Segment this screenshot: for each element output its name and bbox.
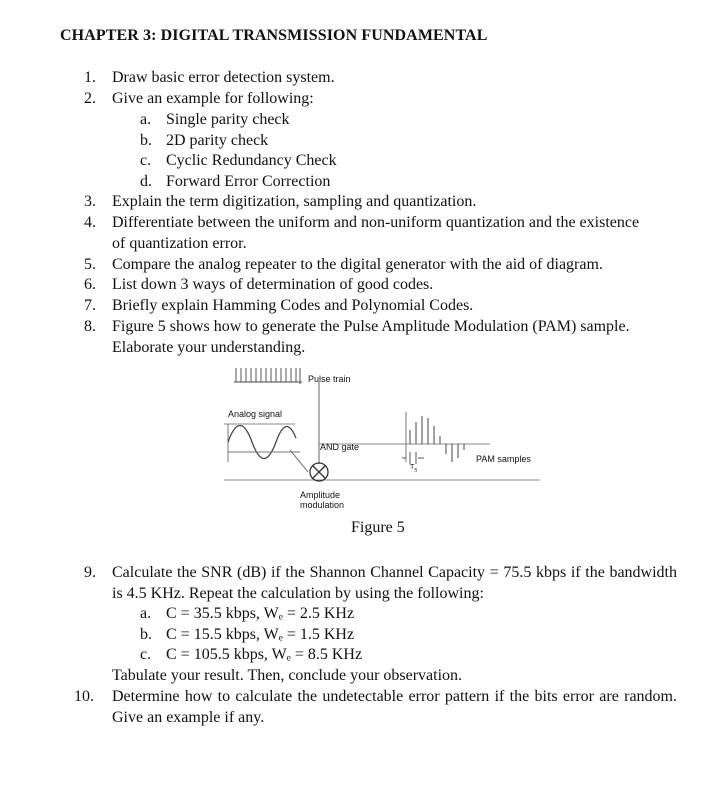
sub-item-letter: a. <box>140 605 152 622</box>
question-number: 4. <box>84 214 96 231</box>
sub-item-letter: d. <box>140 173 152 190</box>
pulse-train-label: Pulse train <box>308 374 351 384</box>
ts-label <box>410 464 417 473</box>
question-number: 1. <box>84 69 96 86</box>
question-text: Calculate the SNR (dB) if the Shannon Channel Capacity = 75.5 kbps if the bandwidth is 4.5 KHz. Repeat the calculation by using the following: <box>112 564 677 602</box>
pam-figure <box>220 362 550 522</box>
ts-main: T <box>410 464 415 471</box>
question-text: Give an example for following: <box>112 90 314 107</box>
analog-signal-label: Analog signal <box>228 409 283 419</box>
page-title: CHAPTER 3: DIGITAL TRANSMISSION FUNDAMENTAL <box>60 27 488 44</box>
and-gate-label: AND gate <box>320 442 360 452</box>
question-number: 10. <box>74 688 94 705</box>
sub-item-letter: a. <box>140 111 152 128</box>
question-number: 6. <box>84 276 96 293</box>
question-number: 2. <box>84 90 96 107</box>
question-text: Explain the term digitization, sampling and quantization. <box>112 193 477 210</box>
question-text: Tabulate your result. Then, conclude your observation. <box>112 667 463 684</box>
sub-item-letter: b. <box>140 626 152 643</box>
sub-item-letter: c. <box>140 646 152 663</box>
question-number: 9. <box>84 564 96 581</box>
sub-item-letter: b. <box>140 132 152 149</box>
question-text: List down 3 ways of determination of good codes. <box>112 276 434 293</box>
question-number: 5. <box>84 256 96 273</box>
question-text: Differentiate between the uniform and non-uniform quantization and the existence of quantization error. <box>112 214 640 252</box>
pulse-train-graphic <box>234 368 302 384</box>
pam-samples-graphic <box>410 416 464 462</box>
figure-caption: Figure 5 <box>351 519 405 536</box>
question-text: Draw basic error detection system. <box>112 69 335 86</box>
sub-item-text: C = 105.5 kbps, Wₑ = 8.5 KHz <box>166 646 363 663</box>
pam-samples-label: PAM samples <box>476 454 531 464</box>
ts-subscript: s <box>414 467 418 474</box>
sub-item-text: Forward Error Correction <box>166 173 331 190</box>
question-number: 8. <box>84 318 96 335</box>
sub-item-text: C = 35.5 kbps, Wₑ = 2.5 KHz <box>166 605 355 622</box>
sub-item-text: Single parity check <box>166 111 290 128</box>
sub-item-letter: c. <box>140 152 152 169</box>
sub-item-text: C = 15.5 kbps, Wₑ = 1.5 KHz <box>166 626 355 643</box>
amplitude-modulation-label-line2: modulation <box>300 500 345 510</box>
pam-diagram <box>220 362 550 522</box>
question-text: Briefly explain Hamming Codes and Polynomial Codes. <box>112 297 474 314</box>
question-text: Determine how to calculate the undetectable error pattern if the bits error are random. Give an example if any. <box>112 688 677 726</box>
question-number: 7. <box>84 297 96 314</box>
question-number: 3. <box>84 193 96 210</box>
sub-item-text: Cyclic Redundancy Check <box>166 152 337 169</box>
question-text: Compare the analog repeater to the digital generator with the aid of diagram. <box>112 256 603 273</box>
amplitude-modulation-label-line1: Amplitude <box>300 490 341 500</box>
question-text: Figure 5 shows how to generate the Pulse Amplitude Modulation (PAM) sample. Elaborate your understanding. <box>112 318 630 356</box>
sub-item-text: 2D parity check <box>166 132 269 149</box>
